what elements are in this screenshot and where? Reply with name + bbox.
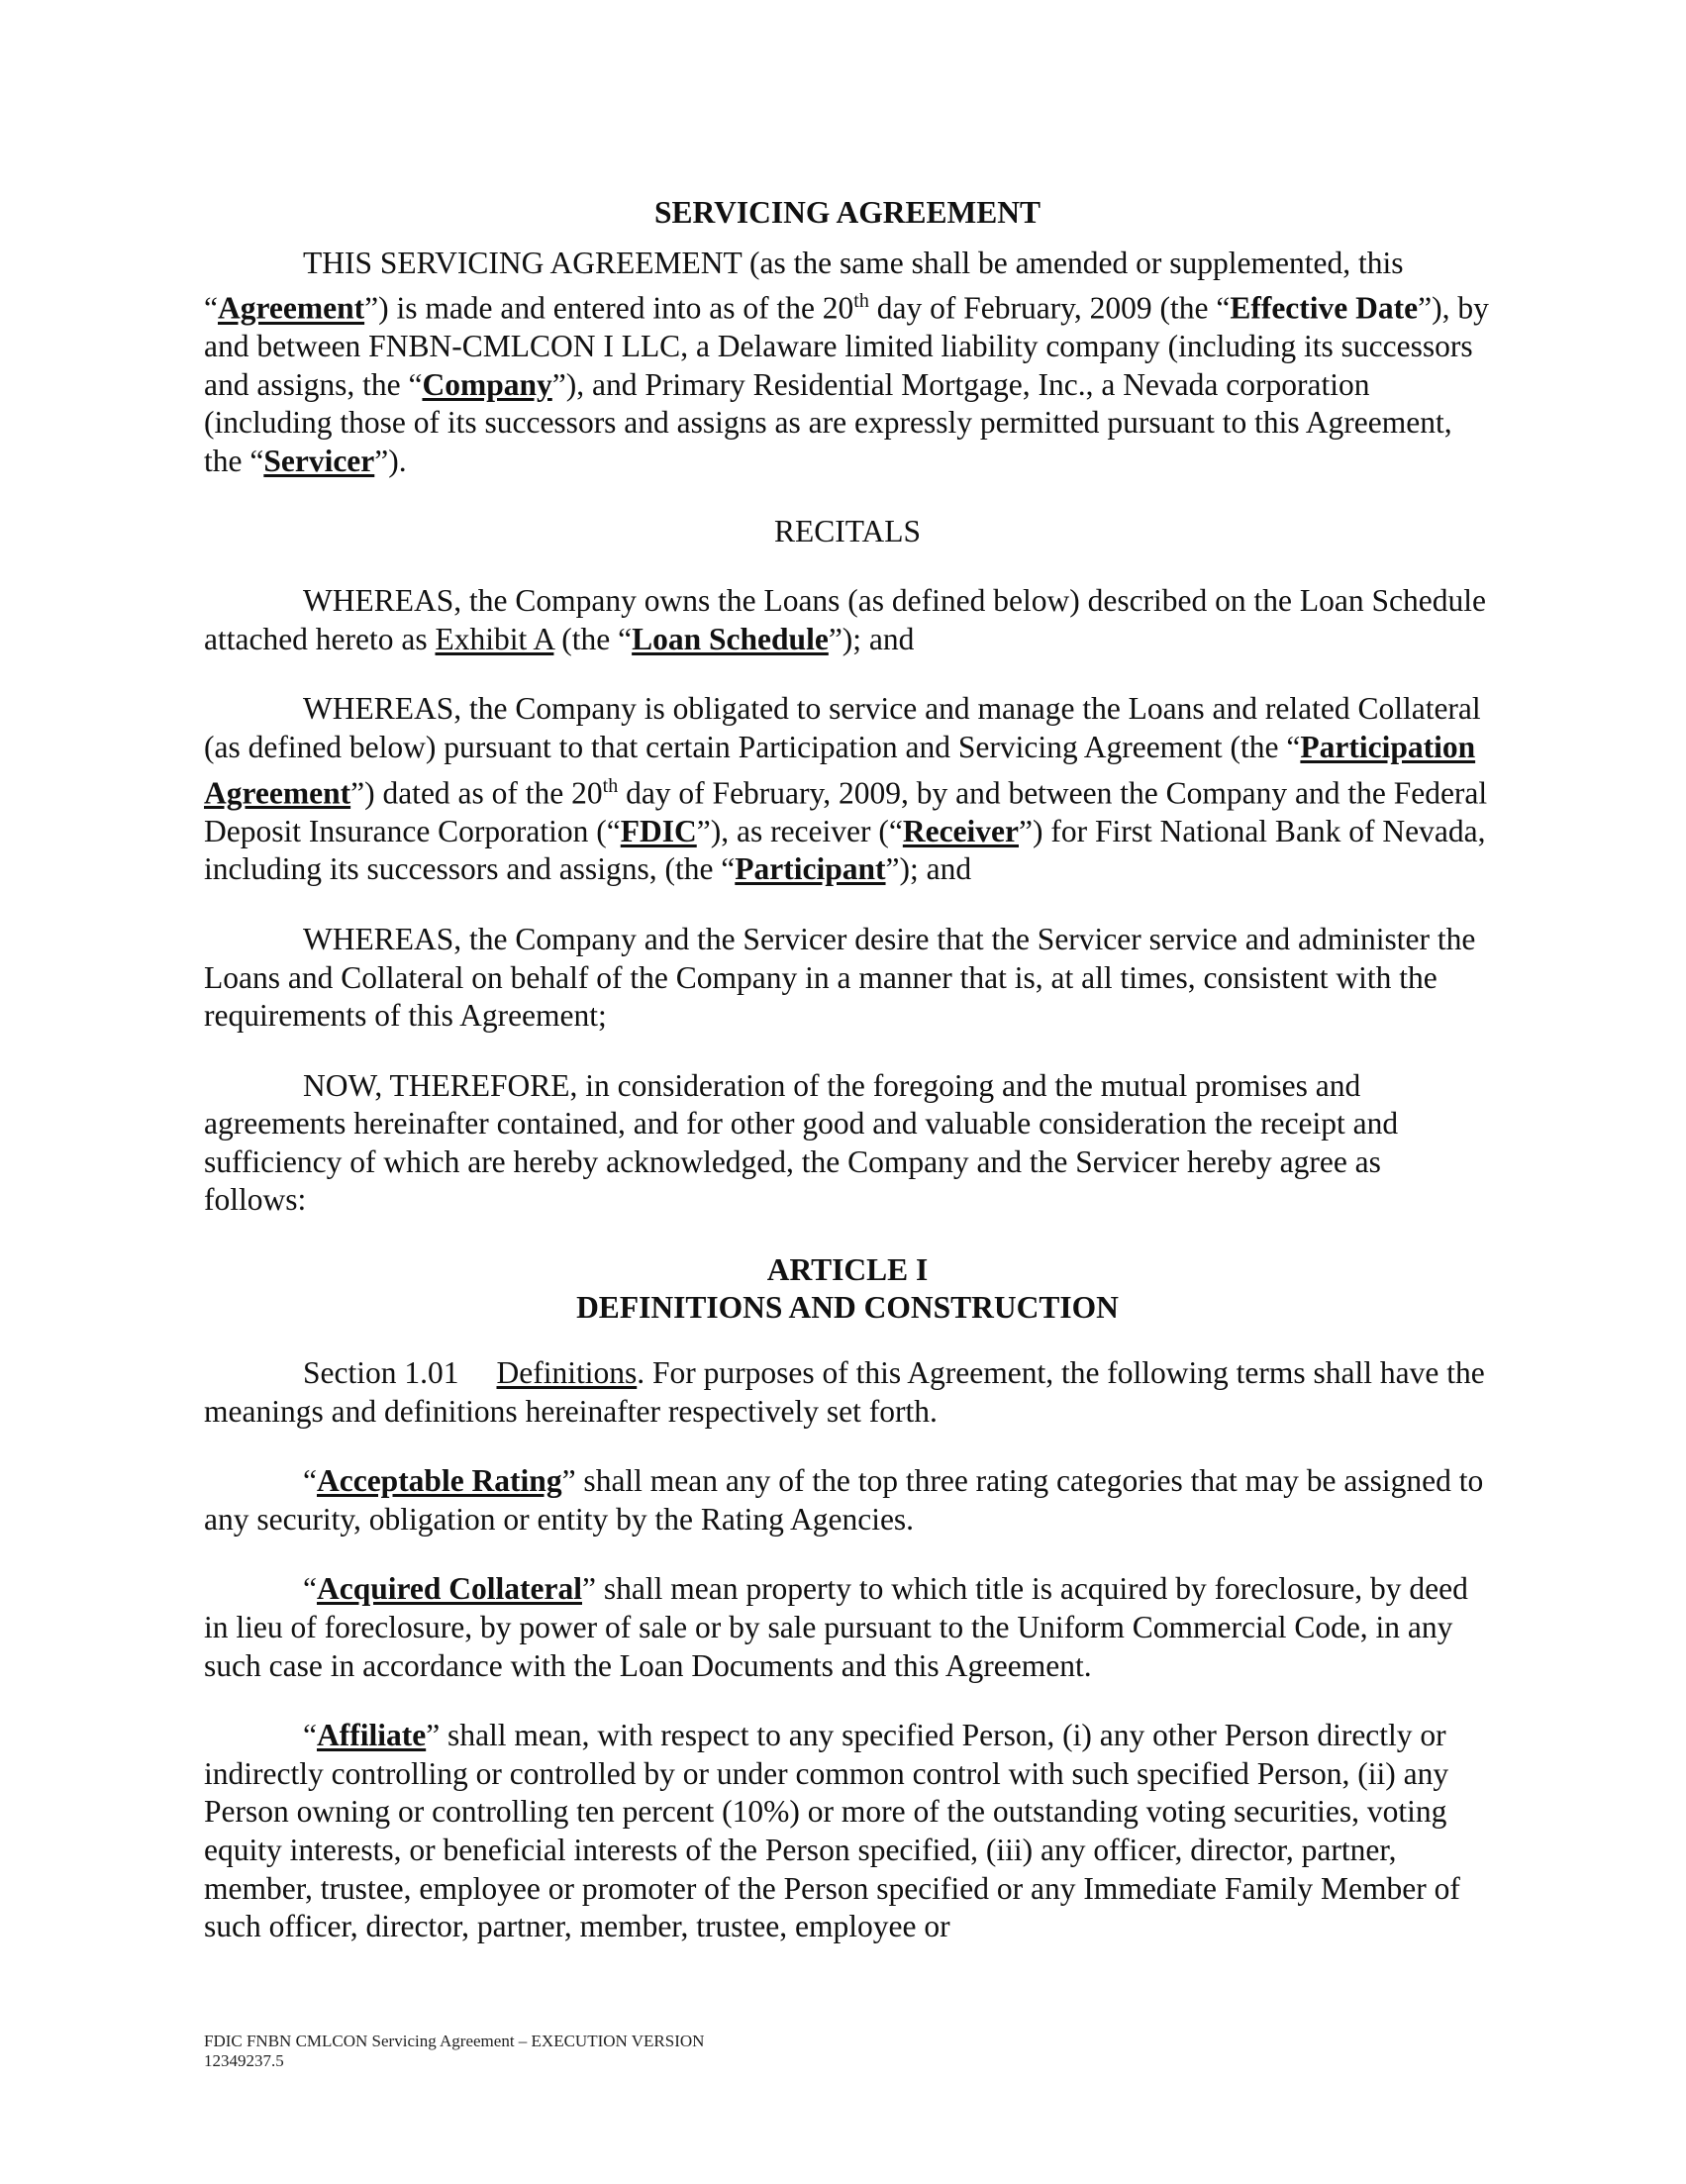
section-label: Section 1.01: [303, 1355, 459, 1391]
article-name: DEFINITIONS AND CONSTRUCTION: [576, 1290, 1119, 1326]
intro-text: ”), by and between FNBN-CMLCON I LLC, a Delaware limited liability company (including its successors and assigns, the “: [204, 290, 1489, 402]
defined-term-agreement: Agreement: [217, 290, 365, 326]
recital-text: WHEREAS, the Company is obligated to service and manage the Loans and related Collateral (as defined below) pursuant to that certain Participation and Servicing Agreement (the “: [204, 691, 1481, 765]
defined-term: Acquired Collateral: [316, 1571, 582, 1607]
defined-term-participant: Participant: [735, 851, 886, 887]
document-page: [204, 194, 1491, 1946]
recital-text: day of February, 2009, by and between the Company and the Federal Deposit Insurance Corporation (“: [204, 775, 1488, 848]
intro-paragraph: [204, 245, 1491, 481]
definition-acquired-collateral: “Acquired Collateral” shall mean property to which title is acquired by foreclosure, by deed in lieu of foreclosure, by power of sale or by sale pursuant to the Uniform Commercial Code, in any such case in accordance with the Loan Documents and this Agreement.: [204, 1571, 1468, 1683]
defined-term: Acceptable Rating: [316, 1463, 562, 1499]
recital-paragraph-2: [204, 690, 1491, 888]
recital-text: ”) dated as of the 20: [350, 775, 603, 811]
section-heading: Definitions: [496, 1355, 638, 1391]
footer-document-number: 12349237.5: [204, 2051, 284, 2070]
footer-document-label: FDIC FNBN CMLCON Servicing Agreement – EXECUTION VERSION: [204, 2032, 705, 2050]
intro-text: ”) is made and entered into as of the 20: [364, 290, 854, 326]
defined-term-fdic: FDIC: [620, 813, 697, 848]
intro-text: ”).: [374, 444, 407, 479]
defined-term-loan-schedule: Loan Schedule: [632, 621, 829, 656]
recital-paragraph-1: [204, 582, 1491, 658]
recital-text: ”), as receiver (“: [696, 813, 903, 848]
intro-text: THIS SERVICING AGREEMENT (as the same shall be amended or supplemented, this “: [204, 245, 1404, 326]
recital-text: ”) for First National Bank of Nevada, including its successors and assigns, (the “: [204, 813, 1486, 887]
defined-term-servicer: Servicer: [263, 444, 375, 479]
recitals-heading: RECITALS: [774, 513, 921, 548]
definition-affiliate: “Affiliate” shall mean, with respect to any specified Person, (i) any other Person directly or indirectly controlling or controlled by or under common control with such specified Person, (ii) any Person owning or controlling ten percent (10%) or more of the outstanding voting securities, voting equity interests, or beneficial interests of the Person specified, (iii) any officer, director, partner, member, trustee, employee or promoter of the Person specified or any Immediate Family Member of such officer, director, partner, member, trustee, employee or: [204, 1718, 1460, 1944]
article-heading: [204, 1251, 1491, 1327]
ordinal-suffix: th: [602, 774, 619, 797]
article-number: ARTICLE I: [766, 1252, 929, 1288]
defined-term-company: Company: [422, 366, 552, 402]
defined-term-receiver: Receiver: [902, 813, 1019, 848]
defined-term-effective-date: Effective Date: [1230, 290, 1419, 326]
defined-term-participation-agreement: Participation Agreement: [204, 730, 1476, 811]
recital-text: ”); and: [885, 851, 972, 887]
section-text: . For purposes of this Agreement, the following terms shall have the meanings and definitions hereinafter respectively set forth.: [204, 1355, 1485, 1429]
now-therefore-paragraph: NOW, THEREFORE, in consideration of the foregoing and the mutual promises and agreements hereinafter contained, and for other good and valuable consideration the receipt and sufficiency of which are hereby acknowledged, the Company and the Servicer hereby agree as follows:: [204, 1067, 1399, 1218]
page-footer: [204, 2032, 704, 2071]
definition-text: ” shall mean property to which title is acquired by foreclosure, by deed in lieu of foreclosure, by power of sale or by sale pursuant to the Uniform Commercial Code, in any such case in accordance with the Loan Documents and this Agreement.: [204, 1571, 1468, 1683]
definition-text: ” shall mean, with respect to any specified Person, (i) any other Person directly or indirectly controlling or controlled by or under common control with such specified Person, (ii) any Person owning or controlling ten percent (10%) or more of the outstanding voting securities, voting equity interests, or beneficial interests of the Person specified, (iii) any officer, director, partner, member, trustee, employee or promoter of the Person specified or any Immediate Family Member of such officer, director, partner, member, trustee, employee or: [204, 1718, 1460, 1944]
recital-text: (the “: [553, 621, 633, 656]
recital-paragraph-3: WHEREAS, the Company and the Servicer desire that the Servicer service and administer the Loans and Collateral on behalf of the Company in a manner that is, at all times, consistent with the requirements of this Agreement;: [204, 921, 1476, 1034]
section-1-01-paragraph: [204, 1354, 1491, 1431]
defined-term: Affiliate: [316, 1718, 427, 1753]
intro-text: day of February, 2009 (the “: [868, 290, 1231, 326]
exhibit-reference: Exhibit A: [435, 621, 554, 656]
definition-acceptable-rating: “Acceptable Rating” shall mean any of the top three rating categories that may be assigned to any security, obligation or entity by the Rating Agencies.: [204, 1463, 1484, 1537]
recital-text: ”); and: [828, 621, 915, 656]
document-title: SERVICING AGREEMENT: [653, 195, 1041, 230]
recital-text: WHEREAS, the Company owns the Loans (as defined below) described on the Loan Schedule attached hereto as: [204, 583, 1486, 656]
intro-text: ”), and Primary Residential Mortgage, Inc., a Nevada corporation (including those of its successors and assigns as are expressly permitted pursuant to this Agreement, the “: [204, 366, 1452, 479]
definition-text: ” shall mean any of the top three rating categories that may be assigned to any security, obligation or entity by the Rating Agencies.: [204, 1463, 1484, 1537]
ordinal-suffix: th: [853, 290, 869, 313]
